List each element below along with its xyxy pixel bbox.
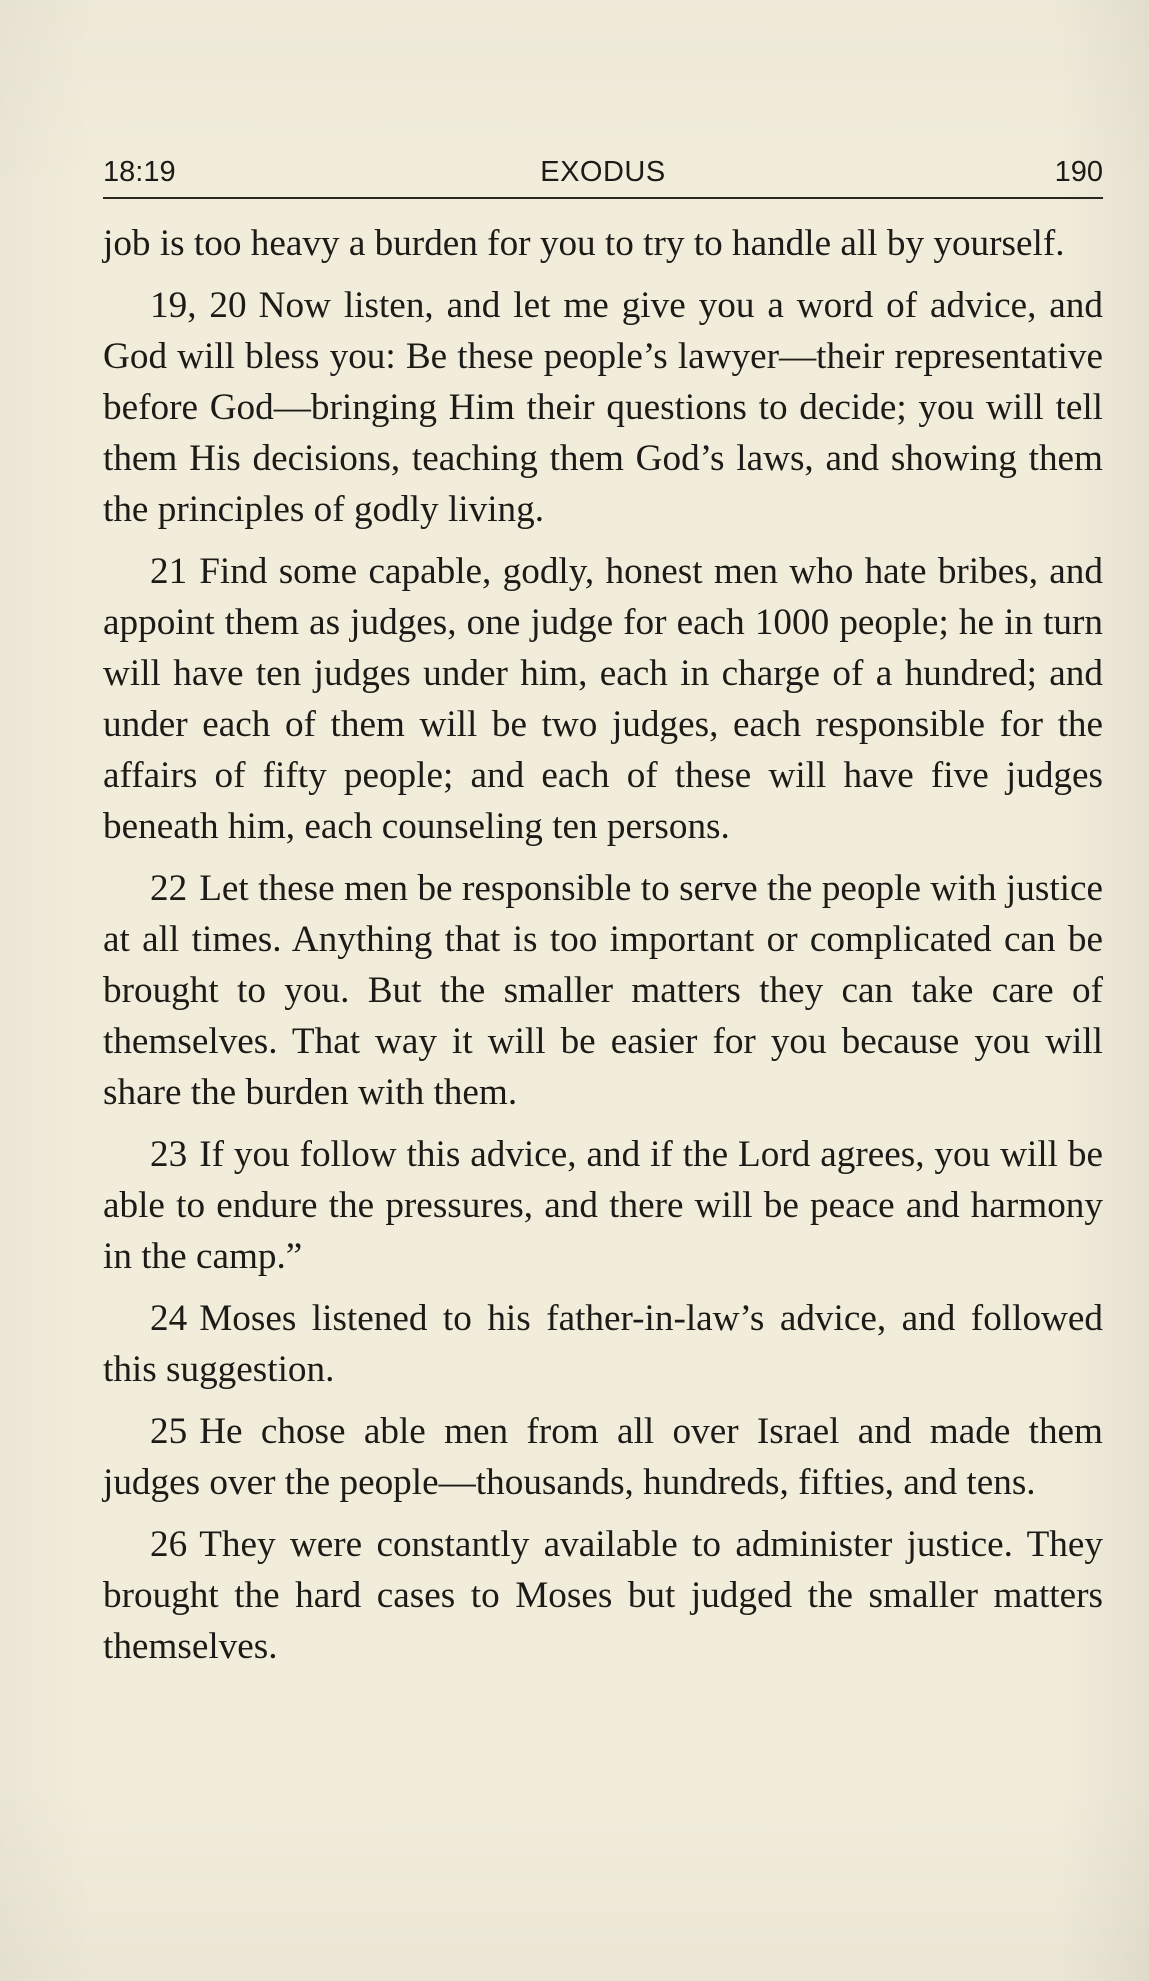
paragraph-text: job is too heavy a burden for you to try to handle all by yourself. <box>103 223 1065 264</box>
verse-number: 19, 20 <box>150 285 247 326</box>
paragraph-verse-21 <box>103 546 1103 852</box>
paragraph-text: Find some capable, godly, honest men who hate bribes, and appoint them as judges, one judge for each 1000 people; he in turn will have ten judges under him, each in charge of a hundred; and under each of them will be two judges, each responsible for the affairs of fifty people; and each of these will have five judges beneath him, each counseling ten persons. <box>103 551 1103 847</box>
paragraph-verse-22 <box>103 863 1103 1118</box>
paragraph-verse-26 <box>103 1519 1103 1672</box>
running-head <box>103 156 1103 200</box>
verse-number: 23 <box>150 1134 188 1175</box>
paragraph-text: He chose able men from all over Israel and made them judges over the people—thousands, hundreds, fifties, and tens. <box>103 1411 1103 1503</box>
paragraph-verse-25 <box>103 1406 1103 1508</box>
paragraph-verse-24 <box>103 1293 1103 1395</box>
verse-number: 24 <box>150 1298 188 1339</box>
verse-number: 22 <box>150 868 188 909</box>
verse-number: 25 <box>150 1411 188 1452</box>
paragraph-text: They were constantly available to administer justice. They brought the hard cases to Moses but judged the smaller matters themselves. <box>103 1524 1103 1667</box>
paragraph-verse-23 <box>103 1129 1103 1282</box>
paragraph-text: If you follow this advice, and if the Lord agrees, you will be able to endure the pressures, and there will be peace and harmony in the camp.” <box>103 1134 1103 1277</box>
verse-number: 21 <box>150 551 188 592</box>
paragraph-text: Moses listened to his father-in-law’s advice, and followed this suggestion. <box>103 1298 1103 1390</box>
page-number: 190 <box>1054 156 1103 188</box>
paragraph-text: Now listen, and let me give you a word of advice, and God will bless you: Be these people’s lawyer—their representative before God—bringing Him their questions to decide; you will tell them His decisions, teaching them God’s laws, and showing them the principles of godly living. <box>103 285 1103 530</box>
paragraph-continuation <box>103 218 1103 269</box>
chapter-verse-reference: 18:19 <box>103 156 176 188</box>
header-rule <box>103 197 1103 199</box>
verse-number: 26 <box>150 1524 188 1565</box>
paragraph-verse-19-20 <box>103 280 1103 535</box>
paragraph-text: Let these men be responsible to serve the people with justice at all times. Anything that is too important or complicated can be brought to you. But the smaller matters they can take care of themselves. That way it will be easier for you because you will share the burden with them. <box>103 868 1103 1113</box>
book-title: EXODUS <box>540 156 666 188</box>
body-text <box>103 218 1103 1683</box>
